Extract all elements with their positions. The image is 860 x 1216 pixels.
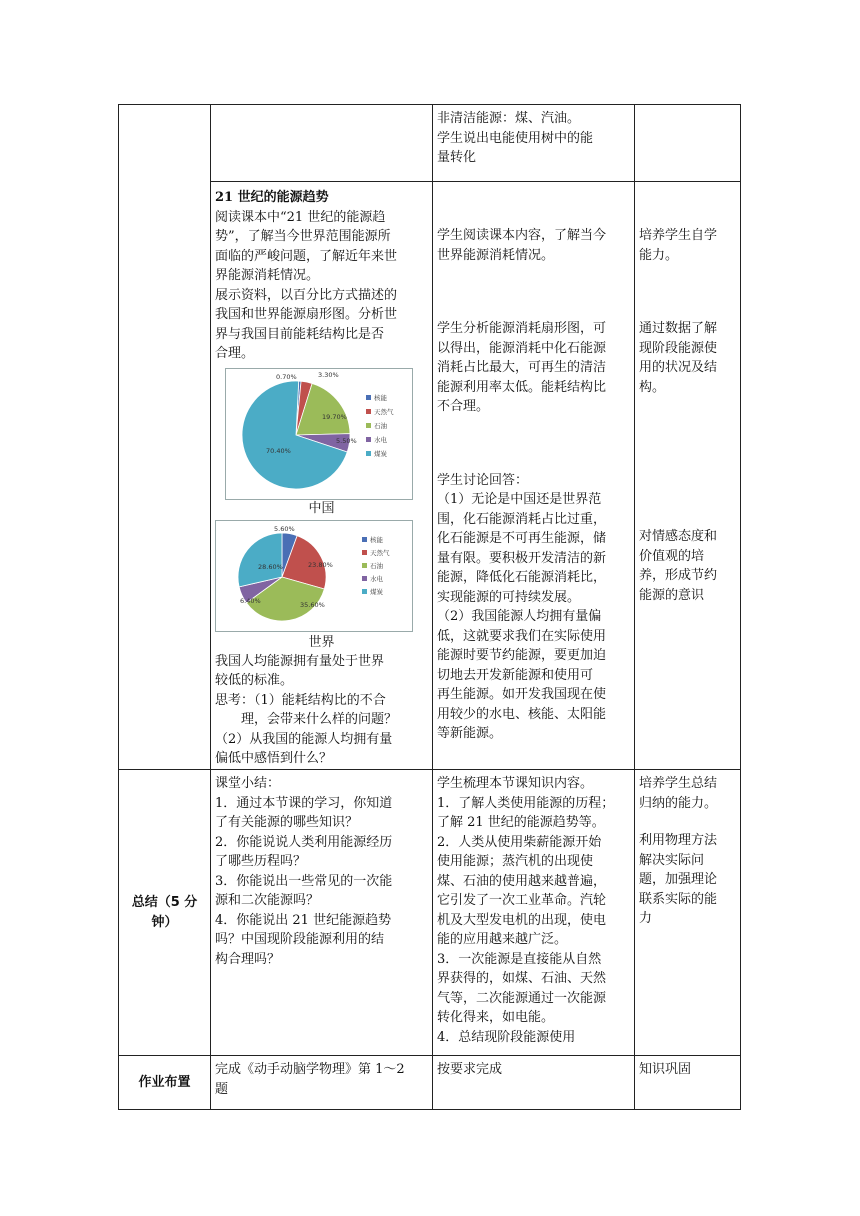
slice-data-label: 0.70% bbox=[276, 372, 297, 381]
legend-label: 煤炭 bbox=[374, 449, 387, 458]
text-line: 非清洁能源：煤、汽油。 bbox=[437, 111, 581, 126]
slice-data-label: 19.70% bbox=[322, 412, 347, 421]
text-line: 学生梳理本节课知识内容。 bbox=[437, 776, 594, 791]
text-line: （2）我国能源人均拥有量偏 bbox=[437, 609, 602, 624]
text-line: 完成《动手动脑学物理》第 1～2 bbox=[215, 1062, 405, 1077]
text-line: 量转化 bbox=[437, 150, 477, 165]
text-line: 世界能源消耗情况。 bbox=[437, 247, 555, 263]
text-line: 1．通过本节课的学习，你知道 bbox=[215, 795, 393, 811]
text-line: 消耗占比最大，可再生的清洁 bbox=[437, 360, 607, 375]
text-line: 了有关能源的哪些知识？ bbox=[215, 815, 359, 830]
text-line: 能源的意识 bbox=[639, 587, 705, 603]
text-line: 2．你能说说人类利用能源经历 bbox=[215, 834, 393, 850]
text-line: 按要求完成 bbox=[437, 1062, 503, 1077]
text-line: 联系实际的能 bbox=[639, 891, 718, 907]
legend-label: 天然气 bbox=[370, 548, 390, 557]
text-line: 学生说出电能使用树中的能 bbox=[437, 130, 594, 146]
text-line: 围，化石能源消耗占比过重， bbox=[437, 511, 607, 527]
text-line: 对情感态度和 bbox=[639, 529, 718, 544]
text-line: 切地去开发新能源和使用可 bbox=[437, 667, 594, 683]
slice-data-label: 5.50% bbox=[336, 436, 357, 445]
pie-slice bbox=[238, 533, 282, 587]
world-pie-svg bbox=[216, 521, 412, 631]
legend-swatch bbox=[362, 537, 367, 542]
legend-swatch bbox=[362, 563, 367, 568]
legend-label: 煤炭 bbox=[370, 587, 383, 596]
text-line: 能源时要节约能源，要更加迫 bbox=[437, 648, 607, 663]
teacher-activity-cell bbox=[211, 770, 433, 1056]
text-line: 能源利用率太低。能耗结构比 bbox=[437, 379, 607, 395]
table-row-continued bbox=[119, 105, 741, 182]
text-line: 量有限。要积极开发清洁的新 bbox=[437, 550, 607, 566]
china-chart-caption: 中国 bbox=[308, 500, 335, 516]
text-line: 低，这就要求我们在实际使用 bbox=[437, 628, 607, 644]
legend-swatch bbox=[366, 409, 371, 414]
world-chart-caption: 世界 bbox=[308, 634, 335, 650]
text-line: 界与我国目前能耗结构比是否 bbox=[215, 326, 385, 342]
table-row-energy-trend bbox=[119, 182, 741, 770]
legend-label: 水电 bbox=[374, 435, 387, 444]
text-line: 以得出，能源消耗中化石能源 bbox=[437, 340, 607, 356]
slice-data-label: 6.40% bbox=[240, 596, 261, 605]
text-line: 使用能源；蒸汽机的出现使 bbox=[437, 854, 594, 869]
text-line: 利用物理方法 bbox=[639, 833, 718, 848]
text-line: 用较少的水电、核能、太阳能 bbox=[437, 706, 607, 722]
legend-swatch bbox=[366, 423, 371, 428]
student-activity-cell bbox=[433, 770, 635, 1056]
china-pie-chart bbox=[225, 368, 413, 500]
text-line: 思考：（1）能耗结构比的不合 bbox=[215, 692, 386, 708]
table-row-summary bbox=[119, 770, 741, 1056]
text-line: 气等，二次能源通过一次能源 bbox=[437, 990, 607, 1006]
text-line: 2．人类从使用柴薪能源开始 bbox=[437, 834, 602, 850]
text-line: 面临的严峻问题，了解近年来世 bbox=[215, 248, 398, 264]
legend-label: 核能 bbox=[370, 535, 383, 544]
stage-cell-homework: 作业布置 bbox=[119, 1056, 211, 1110]
text-line: 养，形成节约 bbox=[639, 568, 718, 583]
text-line: 能源，降低化石能源消耗比， bbox=[437, 570, 607, 585]
text-line: 合理。 bbox=[215, 346, 255, 361]
world-pie-chart bbox=[215, 520, 413, 632]
text-line: 题 bbox=[215, 1081, 229, 1097]
text-line: 现阶段能源使 bbox=[639, 340, 718, 356]
text-line: 机及大型发电机的出现，使电 bbox=[437, 912, 607, 928]
slice-data-label: 28.60% bbox=[258, 562, 283, 571]
slice-data-label: 5.60% bbox=[274, 524, 295, 533]
table-row-homework bbox=[119, 1056, 741, 1110]
text-line: 培养学生自学 bbox=[639, 228, 718, 243]
design-intent-cell bbox=[635, 1056, 741, 1110]
text-line: 界获得的，如煤、石油、天然 bbox=[437, 971, 607, 986]
text-line: 能力。 bbox=[639, 247, 679, 263]
text-line: 界能源消耗情况。 bbox=[215, 268, 320, 283]
student-activity-cell bbox=[433, 182, 635, 770]
slice-data-label: 3.30% bbox=[318, 370, 339, 379]
text-line: 能的应用越来越广泛。 bbox=[437, 932, 568, 947]
text-line: 了哪些历程吗？ bbox=[215, 854, 307, 869]
text-line: 通过数据了解 bbox=[639, 321, 718, 336]
text-line: 再生能源。如开发我国现在使 bbox=[437, 687, 607, 702]
legend-label: 石油 bbox=[374, 421, 387, 430]
text-line: 吗？中国现阶段能源利用的结 bbox=[215, 932, 385, 947]
teacher-activity-cell bbox=[211, 1056, 433, 1110]
text-line: 化石能源是不可再生能源，储 bbox=[437, 531, 607, 546]
text-line: 阅读课本中“21 世纪的能源趋 bbox=[215, 209, 386, 225]
legend-label: 石油 bbox=[370, 561, 383, 570]
student-activity-cell bbox=[433, 105, 635, 182]
text-line: 实现能源的可持续发展。 bbox=[437, 589, 581, 605]
text-line: 了解 21 世纪的能源趋势等。 bbox=[437, 815, 605, 830]
text-line: 知识巩固 bbox=[639, 1062, 692, 1077]
china-pie-svg bbox=[226, 369, 412, 499]
text-line: 源和二次能源吗？ bbox=[215, 893, 320, 908]
legend-label: 水电 bbox=[370, 574, 383, 583]
text-line: （1）无论是中国还是世界范 bbox=[437, 492, 602, 507]
text-line: 培养学生总结 bbox=[639, 776, 718, 791]
text-line: 它引发了一次工业革命。汽轮 bbox=[437, 893, 607, 908]
text-line: 题，加强理论 bbox=[639, 872, 718, 887]
text-line: 不合理。 bbox=[437, 399, 490, 414]
stage-cell-empty bbox=[119, 105, 211, 770]
text-line: 等新能源。 bbox=[437, 726, 503, 741]
legend-swatch bbox=[362, 576, 367, 581]
text-line: 学生阅读课本内容，了解当今 bbox=[437, 228, 607, 243]
text-line: 4．总结现阶段能源使用 bbox=[437, 1029, 576, 1045]
slice-data-label: 23.80% bbox=[308, 560, 333, 569]
text-line: 价值观的培 bbox=[639, 548, 705, 564]
student-activity-cell bbox=[433, 1056, 635, 1110]
slice-data-label: 35.60% bbox=[300, 600, 325, 609]
text-line: 3．一次能源是直接能从自然 bbox=[437, 951, 602, 967]
text-line: 我国和世界能源扇形图。分析世 bbox=[215, 307, 398, 322]
text-line: 用的状况及结 bbox=[639, 360, 718, 375]
text-line: 学生讨论回答： bbox=[437, 472, 529, 488]
text-line: 力 bbox=[639, 911, 653, 926]
text-line: 煤、石油的使用越来越普遍， bbox=[437, 873, 607, 889]
text-line: （2）从我国的能源人均拥有量 bbox=[215, 731, 393, 747]
legend-label: 天然气 bbox=[374, 407, 394, 416]
legend-swatch bbox=[362, 550, 367, 555]
legend-label: 核能 bbox=[374, 393, 387, 402]
text-line: 我国人均能源拥有量处于世界 bbox=[215, 653, 385, 669]
text-line: 课堂小结： bbox=[215, 776, 281, 791]
text-line: 解决实际问 bbox=[639, 852, 705, 868]
teacher-cell-empty bbox=[211, 105, 433, 182]
text-line: 4．你能说出 21 世纪能源趋势 bbox=[215, 912, 392, 928]
text-line: 学生分析能源消耗扇形图，可 bbox=[437, 321, 607, 336]
text-line: 展示资料，以百分比方式描述的 bbox=[215, 287, 398, 303]
text-line: 构合理吗？ bbox=[215, 951, 281, 967]
legend-swatch bbox=[362, 589, 367, 594]
design-intent-cell bbox=[635, 770, 741, 1056]
text-line: 转化得来，如电能。 bbox=[437, 1010, 555, 1025]
section-title: 21 世纪的能源趋势 bbox=[215, 190, 329, 205]
design-intent-cell bbox=[635, 182, 741, 770]
lesson-plan-table bbox=[118, 104, 741, 1110]
text-line: 3．你能说出一些常见的一次能 bbox=[215, 873, 393, 889]
text-line: 偏低中感悟到什么？ bbox=[215, 751, 333, 766]
slice-data-label: 70.40% bbox=[266, 446, 291, 455]
stage-cell-summary: 总结（5 分钟） bbox=[119, 770, 211, 1056]
text-line: 理，会带来什么样的问题？ bbox=[215, 712, 398, 727]
text-line: 构。 bbox=[639, 379, 666, 395]
text-line: 归纳的能力。 bbox=[639, 795, 718, 811]
intent-cell-empty bbox=[635, 105, 741, 182]
text-line: 1．了解人类使用能源的历程； bbox=[437, 795, 615, 811]
legend-swatch bbox=[366, 437, 371, 442]
text-line: 较低的标准。 bbox=[215, 673, 294, 688]
legend-swatch bbox=[366, 451, 371, 456]
legend-swatch bbox=[366, 395, 371, 400]
teacher-activity-cell bbox=[211, 182, 433, 770]
text-line: 势”，了解当今世界范围能源所 bbox=[215, 229, 391, 244]
